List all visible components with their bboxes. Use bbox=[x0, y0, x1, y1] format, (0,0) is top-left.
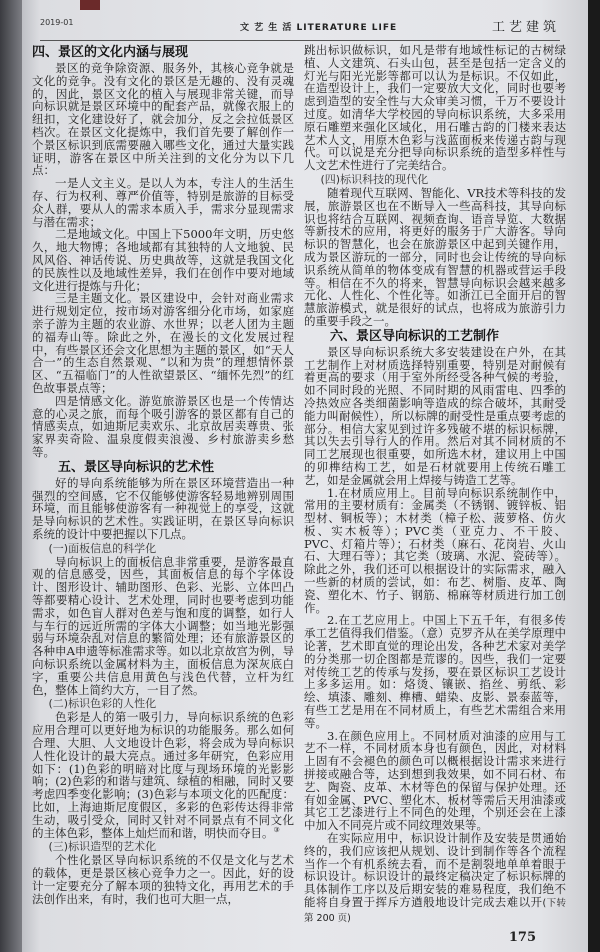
left-column bbox=[32, 44, 294, 926]
paragraph: 四是情感文化。游览旅游景区也是一个传情达意的心灵之旅，而每个吸引游客的景区都有自己的情感卖点，如迪斯尼卖欢乐、北京故居卖尊贵、张家界卖奇险、温泉度假卖浪漫、乡村旅游卖乡愁等。 bbox=[32, 393, 294, 459]
paragraph bbox=[304, 832, 566, 926]
page-number: 175 bbox=[508, 929, 536, 945]
paragraph: 随着现代互联网、智能化、VR技术等科技的发展，旅游景区也在不断导入一些高科技，其导向标识也将结合互联网、视频查询、语音导览、大数据等新技术的应用，将更好的服务于广大游客。导向标识的智慧化，也会在旅游景区中起到关键作用，成为景区游玩的一部分，同时也会让传统的导向标识系统从简单的物体变成有智慧的机器或营运手段等。相信在不久的将来，智慧导向标识会越来越多元化、人性化、个性化等。如浙江已全面开启的智慧旅游模式，就是很好的试点，也将成为旅游引力的重要手段之一。 bbox=[304, 185, 566, 328]
paragraph: 1.在材质应用上。目前导向标识系统制作中，常用的主要材质有：金属类（不锈钢、镀锌板、铝型材、铜板等）；木材类（樟子松、菠萝格、仿火板、实木板等）；PVC类（亚克力、不干胶、PVC、灯箱片等）；石材类（麻石、花岗岩、火山石、大理石等）；其它类（玻璃、水泥、瓷砖等）。除此之外，我们还可以根据设计的实际需求，融入一些新的材质的尝试，如：布艺、树脂、皮革、陶瓷、塑化木、竹子、钢筋、棉麻等材质进行加工创作。 bbox=[304, 485, 566, 615]
heading-section-5: 五、景区导向标识的艺术性 bbox=[58, 459, 215, 475]
continued-note: (下转第 200 页) bbox=[304, 898, 566, 924]
paragraph: 好的导向系统能够为所在景区环境营造出一种强烈的空间感，它不仅能够使游客轻易地辨别周围环境，而且能够使游客有一种视觉上的享受，这就是导向标识的艺术性。实践证明，在景区导向标识系统的设计中要把握以下几点。 bbox=[32, 475, 294, 541]
paragraph: 景区的竞争除资源、服务外，其核心竞争就是文化的竞争。没有文化的景区是无趣的、没有灵魂的，因此，景区文化的植入与展现非常关键，而导向标识就是景区环境中的配套产品，就像衣服上的纽扣，文化建设好了，就会加分，反之会拉低景区档次。在景区文化提炼中，我们首先要了解创作一个景区标识到底需要融入哪些文化，通过大量实践证明，游客在景区中所关注到的文化分为以下几点： bbox=[32, 61, 294, 178]
paragraph: 3.在颜色应用上。不同材质对油漆的应用与工艺不一样，不同材质本身也有颜色，因此，对材料上固有不会褪色的颜色可以概根据设计需求来进行拼接或融合等，达到想到我效果，如不同石材、布艺、陶瓷、皮革、木材等色的保留与保护处理。还有如金属、PVC、塑化木、板材等需后天用油漆或其它工艺漆进行上不同色的处理，个别还会在上漆中加入不同亮片或不同纹理效果等。 bbox=[304, 728, 566, 833]
paragraph bbox=[32, 711, 294, 839]
page-footer bbox=[0, 926, 566, 952]
subheading: (四)标识科技的现代化 bbox=[320, 172, 429, 186]
subheading: (一)面板信息的科学化 bbox=[48, 541, 157, 555]
paragraph: 二是地域文化。中国上下5000年文明，历史悠久，地大物博；各地域都有其独特的人文地貌、民风风俗、神话传说、历史典故等，这就是我国文化的民族性以及地域性差异，我们在创作中要对地域文化进行提炼与升化； bbox=[32, 227, 294, 293]
paragraph-text: 在实际应用中，标识设计制作及安装是贯通始终的，我们应该把从规划、设计到制作等各个流程当作一个有机系统去看，而不是割裂地单单着眼于标识设计。标识设计的最终定稿决定了标识标牌的具体制作工序以及后期安装的难易程度，我们绝不能将自身置于挥斥方遒般地设计完成去难以开 bbox=[304, 831, 566, 909]
bookmark-ribbon bbox=[80, 0, 100, 10]
paragraph-text: 色彩是人的第一吸引力，导向标识系统的色彩应用合理可以更好地为标识的功能服务。那么如何合理、大胆、人文地设计色彩，将会成为导向标识人性化设计的最大亮点。通过多年研究，色彩应用如下：(1)色彩的明暗对比度与现场环境的光影影响；(2)色彩的和谐与建筑、绿植的相融，同时又要考虑四季变化影响；(3)色彩与本项文化的匹配度：比如，上海迪斯尼度假区，多彩的色彩传达得非常生动，吸引受众，同时又针对不同景点有不同文化的主体色彩，整体上灿烂而和谐，明快而夺目。 bbox=[32, 710, 294, 840]
paragraph: 2.在工艺应用上。中国上下五千年，有很多传承工艺值得我们借鉴。（意）克罗齐从在美学原理中论著，艺术即直觉的理论出发，各种艺术家对美学的分类那一切企图都是荒谬的。因些，我们一定要对传统工艺的传承与发扬，要在景区标识工艺设计上多多运用。如：烙烫、镶嵌、掐丝、剪纸、彩绘、填漆、雕刻、榫槽、蜡染、皮影、景泰蓝等，有些工艺是用在不同材质上，有些艺术需组合来用等。 bbox=[304, 613, 566, 730]
paragraph: 三是主题文化。景区建设中，会针对商业需求进行规划定位，按市场对游客细分化市场，如家庭亲子游为主题的农业游、水世界；以老人团为主题的福寿山等。除此之外，在漫长的文化发展过程中，有些景区还会文化思想为主题的景区，如“天人合一”的生态自然景观、“以和为贵”的理想情怀景区、“五福临门”的人性欲望景区、“缅怀先烈”的红色故事景点等； bbox=[32, 291, 294, 395]
heading-section-4: 四、景区的文化内涵与展现 bbox=[32, 45, 189, 60]
paragraph: 景区导向标识系统大多安装建设在户外，在其工艺制作上对材质选择特别重要，特别是对耐候有着更高的要求（用于室外所经受各种气候的考验，如不同时段的光照、不同时期的风雨雷电、四季的冷热效应各类细菌影响等造成的综合破坏，其耐受能力叫耐候性），所以标牌的耐受性是重点要考虑的部分。相信大家见到过许多残破不堪的标识标牌，其以失去引导行人的作用。然后对其不同材质的不同工艺展现也很重要，如所选木材，建议用上中国的卯榫结构工艺，如是石材就要用上传统石雕工艺，如是金属就会用上焊接与铸造工艺等。 bbox=[304, 344, 566, 487]
subheading: (三)标识造型的艺术化 bbox=[48, 840, 157, 854]
right-column bbox=[304, 44, 566, 926]
magazine-title: 文 艺 生 活 LITERATURE LIFE bbox=[240, 23, 398, 33]
footnote-marker: ③ bbox=[273, 825, 280, 834]
section-title: 工艺建筑 bbox=[491, 20, 560, 35]
issue-label: 2019-01 bbox=[40, 18, 74, 27]
paragraph: 个性化景区导向标识系统的不仅是文化与艺术的载体，更是景区核心竞争力之一。因此，好的设计一定要充分了解本项的独特文化，再用艺术的手法创作出来，有时，我们也可大胆一点， bbox=[32, 853, 294, 906]
book-spine bbox=[0, 0, 22, 952]
paragraph: 一是人文主义。是以人为本，专注人的生活生存、行为权利、尊严价值等，特别是旅游的目标受众人群，要从人的需求本质入手，需求分显现需求与潜在需求； bbox=[32, 176, 294, 229]
running-header bbox=[40, 16, 560, 41]
subheading: (二)标识色彩的人性化 bbox=[48, 697, 157, 711]
paragraph: 导向标识上的面板信息非常重要，是游客最直观的信息感受，因些，其面板信息的每个字体设计、图形设计、辅助图形、色彩、光影、立体凹凸等都要精心设计、艺术处理，同时也要考虑到功能需求，如色盲人群对色差与饱和度的调整，如行人与车行的远近所需的字体大小调整；如当地光影强弱与环境杂乱对信息的繁简处理；还有旅游景区的各种申A申遗等标准需求等。如以北京故宫为例，导向标识系统以金属材料为主，面板信息为深灰底白字，重要公共信息用黄色与浅色代替，立杆为红色，整体上简约大方，一目了然。 bbox=[32, 554, 294, 697]
paragraph: 跳出标识做标识，如凡是带有地域性标记的古树绿植、人文建筑、石头山包，甚至是包括一定含义的灯光与阳光光影等都可以认为是标识。不仅如此，在造型设计上，我们一定要放大文化，同时也要考虑到造型的安全性与大众审美习惯，千万不要设计过度。如清华大学校园的导向标识系统，大多采用原石雕塑来强化区域化，用石雕古韵的门楼来表达艺术人文，用原木色彩与浅蓝面板来传递古韵与现代。可以说是充分把导向标识系统的造型多样性与人文艺术性进行了完美结合。 bbox=[304, 43, 566, 173]
heading-section-6: 六、景区导向标识的工艺制作 bbox=[330, 328, 500, 344]
